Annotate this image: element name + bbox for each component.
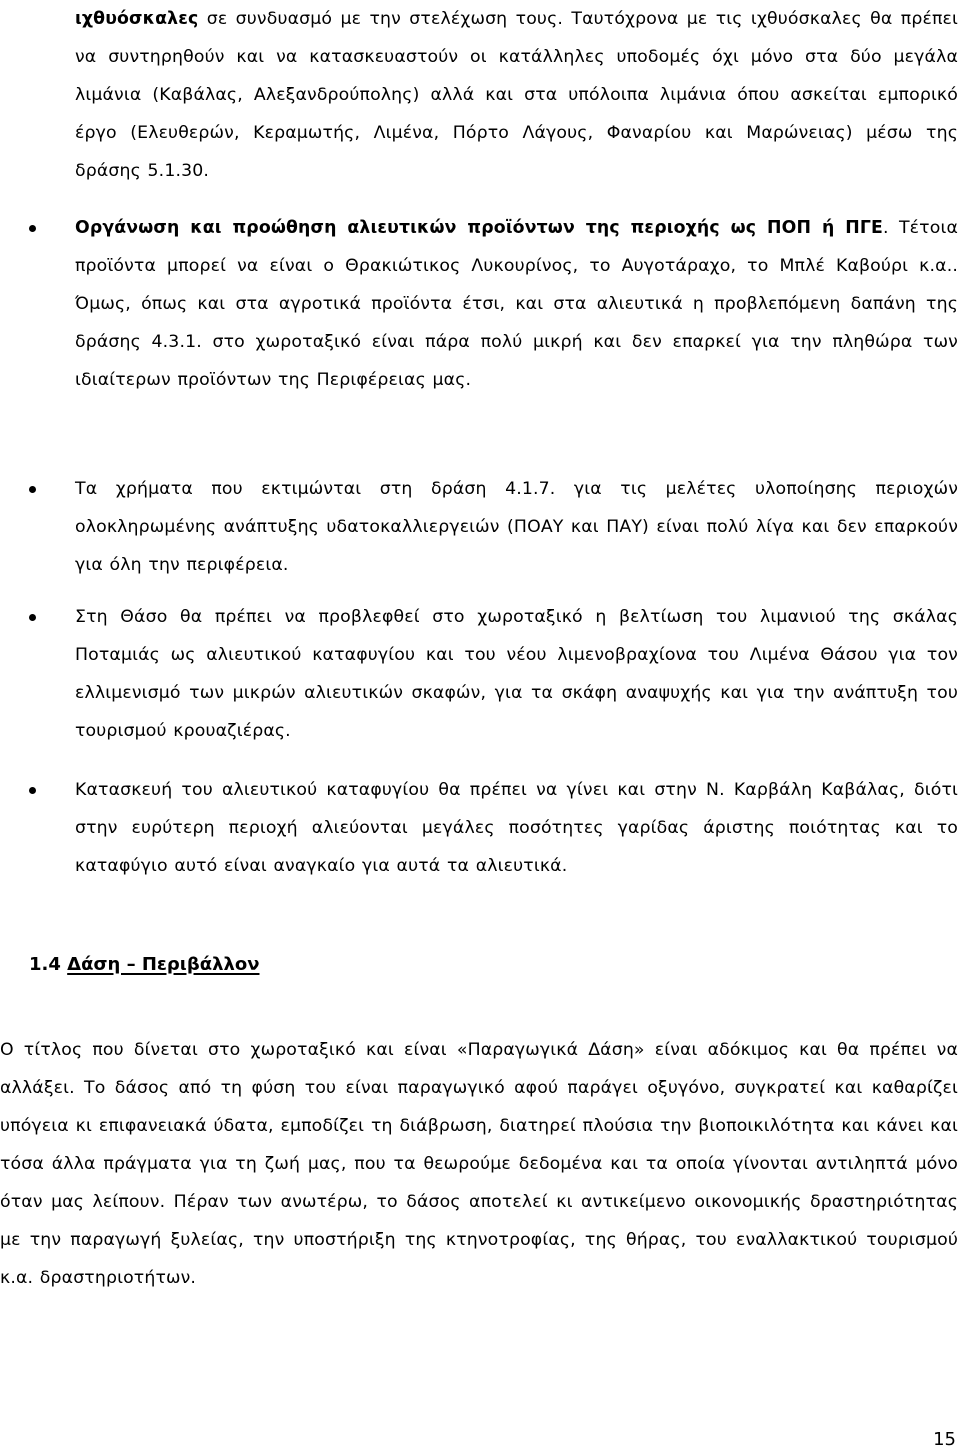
bullet-body: Στη Θάσο θα πρέπει να προβλεφθεί στο χωροταξικό η βελτίωση του λιμανιού της σκάλας Ποταμιάς ως αλιευτικού καταφυγίου και του νέου λιμενοβραχίονα του Λιμένα Θάσου για τον ελλιμενισμό των μικρών αλιευτικών σκαφών, για τα σκάφη αναψυχής και για την ανάπτυξη του τουρισμού κρουαζιέρας. [75, 607, 958, 741]
bullet-text [75, 209, 958, 399]
bullet-body: Κατασκευή του αλιευτικού καταφυγίου θα πρέπει να γίνει και στην Ν. Καρβάλη Καβάλας, διότι στην ευρύτερη περιοχή αλιεύονται μεγάλες ποσότητες γαρίδας άριστης ποιότητας και το καταφύγιο αυτό είναι αναγκαίο για αυτά τα αλιευτικά. [75, 780, 958, 876]
intro-paragraph [75, 0, 958, 190]
bullet-dot-icon [29, 225, 36, 232]
bullet-dot-icon [29, 486, 36, 493]
section-number: 1.4 [29, 954, 61, 975]
page-number: 15 [933, 1429, 956, 1450]
bullet-dot-icon [29, 614, 36, 621]
bullet-body: . Τέτοια προϊόντα μπορεί να είναι ο Θρακιώτικος Λυκουρίνος, το Αυγοτάραχο, το Μπλέ Καβούρι κ.α.. Όμως, όπως και στα αγροτικά προϊόντα έτσι, και στα αλιευτικά η προβλεπόμενη δαπάνη της δράσης 4.3.1. στο χωροταξικό είναι πάρα πολύ μικρή και δεν επαρκεί για την πληθώρα των ιδιαίτερων προϊόντων της Περιφέρειας μας. [75, 218, 958, 390]
bullet-body: Τα χρήματα που εκτιμώνται στη δράση 4.1.7. για τις μελέτες υλοποίησης περιοχών ολοκληρωμένης ανάπτυξης υδατοκαλλιεργειών (ΠΟΑΥ και ΠΑΥ) είναι πολύ λίγα και δεν επαρκούν για όλη την περιφέρεια. [75, 479, 958, 575]
bullet-text [75, 598, 958, 750]
intro-bold-lead: ιχθυόσκαλες [75, 9, 199, 29]
bullet-bold-lead: Οργάνωση και προώθηση αλιευτικών προϊόντων της περιοχής ως ΠΟΠ ή ΠΓΕ [75, 218, 883, 238]
bullet-text [75, 470, 958, 584]
intro-text: σε συνδυασμό με την στελέχωση τους. Ταυτόχρονα με τις ιχθυόσκαλες θα πρέπει να συντηρηθούν και να κατασκευαστούν οι κατάλληλες υποδομές όχι μόνο στα δύο μεγάλα λιμάνια (Καβάλας, Αλεξανδρούπολης) αλλά και στα υπόλοιπα λιμάνια όπου ασκείται εμπορικό έργο (Ελευθερών, Κεραμωτής, Λιμένα, Πόρτο Λάγους, Φαναρίου και Μαρώνειας) μέσω της δράσης 5.1.30. [75, 9, 958, 181]
bullet-text [75, 771, 958, 885]
body-paragraph: Ο τίτλος που δίνεται στο χωροταξικό και είναι «Παραγωγικά Δάση» είναι αδόκιμος και θα πρέπει να αλλάξει. Το δάσος από τη φύση του είναι παραγωγικό αφού παράγει οξυγόνο, συγκρατεί και καθαρίζει υπόγεια κι επιφανειακά ύδατα, εμποδίζει τη διάβρωση, διατηρεί πλούσια την βιοποικιλότητα και κάνει και τόσα άλλα πράγματα για τη ζωή μας, που τα θεωρούμε δεδομένα και τα οποία γίνονται αντιληπτά μόνο όταν μας λείπουν. Πέραν των ανωτέρω, το δάσος αποτελεί κι αντικείμενο οικονομικής δραστηριότητας με την παραγωγή ξυλείας, την υποστήριξη της κτηνοτροφίας, της θήρας, του εναλλακτικού τουρισμού κ.α. δραστηριοτήτων. [0, 1040, 958, 1288]
bullet-dot-icon [29, 787, 36, 794]
section-title: Δάση – Περιβάλλον [67, 954, 260, 975]
section-heading [29, 947, 259, 983]
